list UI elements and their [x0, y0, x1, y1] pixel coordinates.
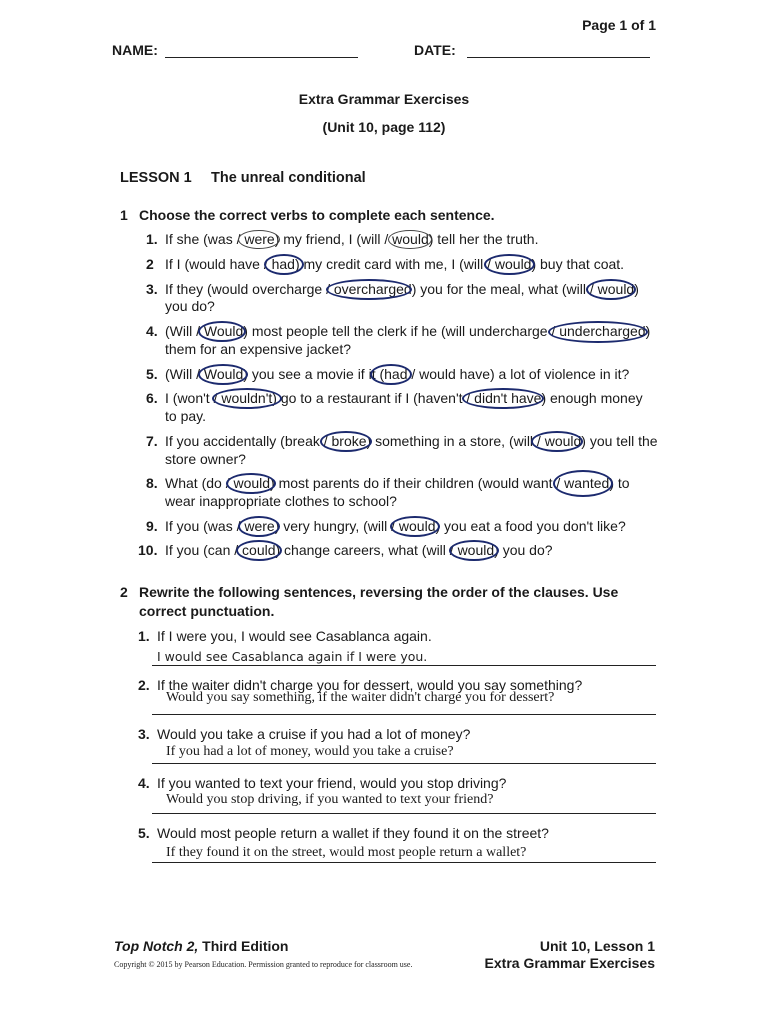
footer-unit-lesson: Unit 10, Lesson 1 [539, 938, 655, 954]
exercise-2-item-3-prompt: Would you take a cruise if you had a lot of money? [157, 726, 471, 742]
book-title: Top Notch 2, [114, 938, 199, 954]
exercise-2-item-4-answer[interactable]: Would you stop driving, if you wanted to text your friend? [166, 792, 494, 807]
exercise-2-item-2-answer[interactable]: Would you say something, if the waiter didn't charge you for dessert? [166, 690, 555, 705]
answer-line [152, 813, 656, 814]
exercise-1-number: 1 [120, 207, 128, 223]
exercise-1-item-2: If I (would have / had) my credit card with me, I (will / would) buy that coat. [165, 256, 625, 272]
answer-line [152, 763, 656, 764]
answer-line [152, 714, 656, 715]
answer-line [152, 665, 656, 666]
exercise-1-item-8-line-2: wear inappropriate clothes to school? [165, 493, 397, 509]
exercise-2-number: 2 [120, 584, 128, 600]
exercise-2-instruction-line-2: correct punctuation. [139, 603, 275, 619]
date-blank-line[interactable] [467, 57, 650, 58]
exercise-1-item-3-line-1: If they (would overcharge / overcharged) you for the meal, what (will / would) [165, 281, 639, 297]
item-number: 8. [146, 475, 158, 491]
item-number: 5. [138, 825, 150, 841]
page-number: Page 1 of 1 [582, 17, 656, 33]
item-number: 7. [146, 433, 158, 449]
date-label: DATE: [414, 42, 456, 58]
exercise-2-instruction-line-1: Rewrite the following sentences, reversing the order of the clauses. Use [139, 584, 619, 600]
item-number: 3. [146, 281, 158, 297]
exercise-2-item-4-prompt: If you wanted to text your friend, would you stop driving? [157, 775, 507, 791]
name-label: NAME: [112, 42, 158, 58]
name-blank-line[interactable] [165, 57, 358, 58]
lesson-topic: The unreal conditional [211, 170, 366, 186]
exercise-2-item-2-prompt: If the waiter didn't charge you for dessert, would you say something? [157, 677, 583, 693]
answer-line [152, 862, 656, 863]
item-number: 2. [138, 677, 150, 693]
item-number: 1. [146, 231, 158, 247]
exercise-2-item-3-answer[interactable]: If you had a lot of money, would you take a cruise? [166, 744, 454, 759]
lesson-label: LESSON 1 [120, 170, 192, 186]
copyright-notice: Copyright © 2015 by Pearson Education. Permission granted to reproduce for classroom use. [114, 960, 413, 969]
exercise-1-item-5: (Will / Would) you see a movie if it (had / would have) a lot of violence in it? [165, 366, 630, 382]
exercise-1-item-4-line-1: (Will / Would) most people tell the clerk if he (will undercharge / undercharged) [165, 323, 651, 339]
exercise-1-item-4-line-2: them for an expensive jacket? [165, 341, 351, 357]
exercise-1-item-9: If you (was / were) very hungry, (will / would) you eat a food you don't like? [165, 518, 626, 534]
footer-section: Extra Grammar Exercises [484, 955, 655, 971]
worksheet-subtitle: (Unit 10, page 112) [322, 119, 446, 135]
exercise-2-item-1-prompt: If I were you, I would see Casablanca again. [157, 628, 432, 644]
item-number: 5. [146, 366, 158, 382]
exercise-1-item-8-line-1: What (do / would) most parents do if their children (would want / wanted) to [165, 475, 630, 491]
exercise-2-item-5-answer[interactable]: If they found it on the street, would most people return a wallet? [166, 845, 527, 860]
item-number: 4. [146, 323, 158, 339]
exercise-1-item-3-line-2: you do? [165, 298, 215, 314]
exercise-1-instruction: Choose the correct verbs to complete each sentence. [139, 207, 495, 223]
item-number: 10. [138, 542, 158, 558]
exercise-1-item-7-line-2: store owner? [165, 451, 246, 467]
item-number: 1. [138, 628, 150, 644]
exercise-2-item-5-prompt: Would most people return a wallet if they found it on the street? [157, 825, 549, 841]
book-edition: Third Edition [198, 938, 289, 954]
footer-book-title [114, 938, 288, 954]
exercise-1-item-6-line-2: to pay. [165, 408, 206, 424]
exercise-1-item-1: If she (was / were) my friend, I (will / would) tell her the truth. [165, 231, 539, 247]
exercise-1-item-10: If you (can / could) change careers, what (will / would) you do? [165, 542, 553, 558]
item-number: 3. [138, 726, 150, 742]
exercise-1-item-7-line-1: If you accidentally (break / broke) something in a store, (will / would) you tell the [165, 433, 658, 449]
item-number: 9. [146, 518, 158, 534]
worksheet-title: Extra Grammar Exercises [298, 91, 470, 107]
exercise-2-item-1-answer[interactable]: I would see Casablanca again if I were you. [157, 649, 428, 664]
item-number: 4. [138, 775, 150, 791]
exercise-1-item-6-line-1: I (won't / wouldn't) go to a restaurant if I (haven't / didn't have) enough money [165, 390, 643, 406]
item-number: 2 [146, 256, 154, 272]
item-number: 6. [146, 390, 158, 406]
